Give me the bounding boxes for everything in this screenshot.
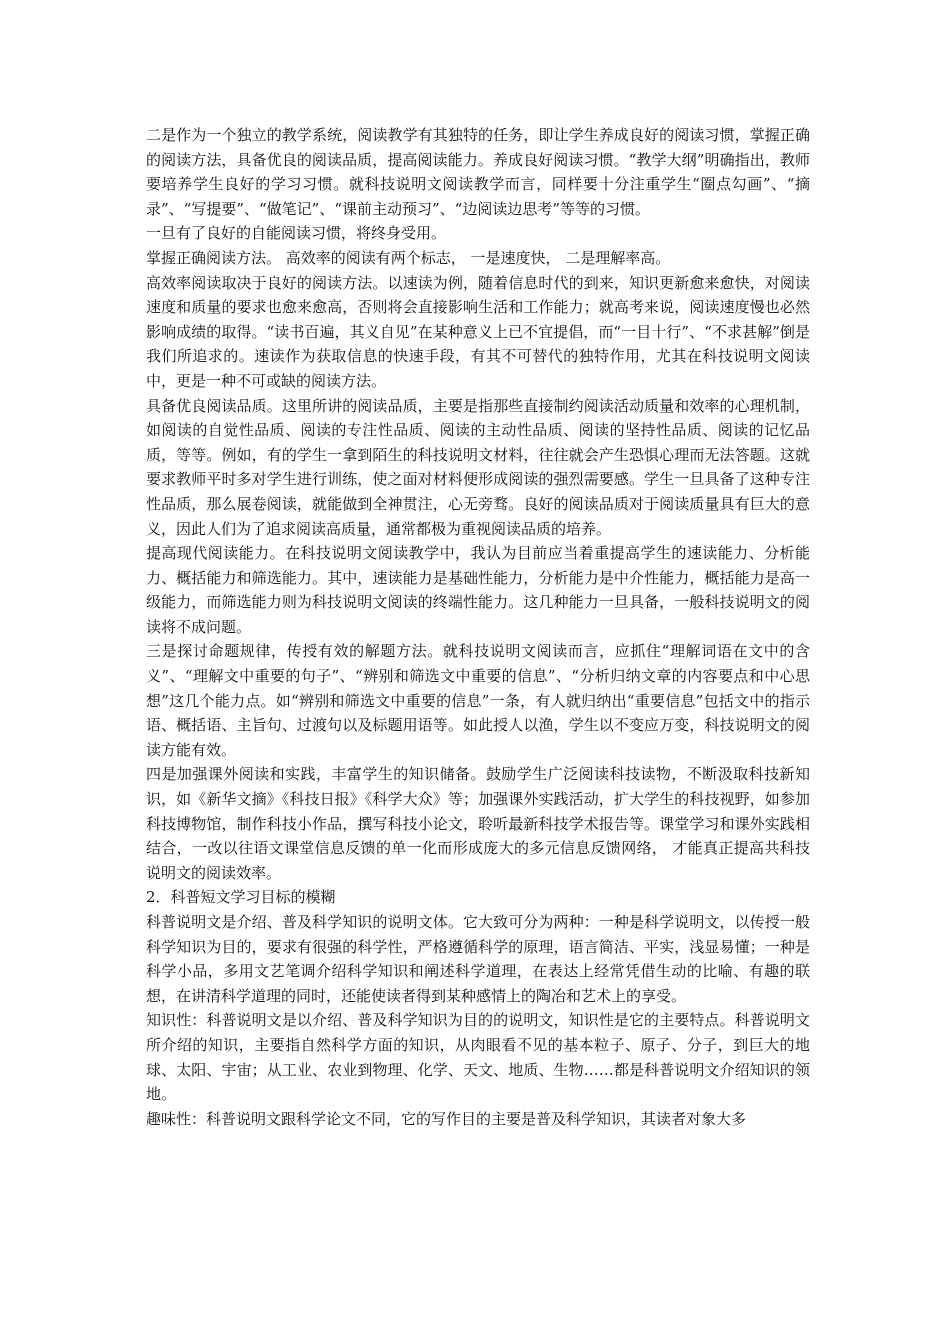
document-page <box>146 123 810 1131</box>
paragraph-reading-habits: 二是作为一个独立的教学系统，阅读教学有其独特的任务，即让学生养成良好的阅读习惯，掌握正确的阅读方法，具备优良的阅读品质，提高阅读能力。养成良好阅读习惯。“教学大纲”明确指出，教师要培养学生良好的学习习惯。就科技说明文阅读教学而言，同样要十分注重学生“圈点勾画”、“摘录”、“写提要”、“做笔记”、“课前主动预习”、“边阅读边思考”等等的习惯。 <box>146 126 810 218</box>
paragraph-exam-patterns: 三是探讨命题规律，传授有效的解题方法。就科技说明文阅读而言，应抓住“理解词语在文中的含义”、“理解文中重要的句子”、“辨别和筛选文中重要的信息”、“分析归纳文章的内容要点和中心思想”这几个能力点。如“辨别和筛选文中重要的信息”一条，有人就归纳出“重要信息”包括文中的指示语、概括语、主旨句、过渡句以及标题用语等。如此授人以渔，学生以不变应万变，科技说明文的阅读方能有效。 <box>146 642 810 759</box>
paragraph-extracurricular: 四是加强课外阅读和实践，丰富学生的知识储备。鼓励学生广泛阅读科技读物，不断汲取科技新知识，如《新华文摘》《科技日报》《科学大众》等；加强课外实践活动，扩大学生的科技视野，如参加科技博物馆，制作科技小作品，撰写科技小论文，聆听最新科技学术报告等。课堂学习和课外实践相结合，一改以往语文课堂信息反馈的单一化而形成庞大的多元信息反馈网络， 才能真正提高共科技说明文的阅读效率。 <box>146 765 810 882</box>
paragraph-speed-reading: 高效率阅读取决于良好的阅读方法。以速读为例，随着信息时代的到来，知识更新愈来愈快，对阅读速度和质量的要求也愈来愈高，否则将会直接影响生活和工作能力；就高考来说，阅读速度慢也必然影响成绩的取得。“读书百遍，其义自见”在某种意义上已不宜提倡，而“一目十行”、“不求甚解”倒是我们所追求的。速读作为获取信息的快速手段，有其不可替代的独特作用，尤其在科技说明文阅读中，更是一种不可或缺的阅读方法。 <box>146 273 810 390</box>
paragraph-lifelong-benefit: 一旦有了良好的自能阅读习惯，将终身受用。 <box>146 224 447 243</box>
paragraph-reading-method: 掌握正确阅读方法。 高效率的阅读有两个标志， 一是速度快， 二是理解率高。 <box>146 248 671 267</box>
paragraph-interest: 趣味性：科普说明文跟科学论文不同，它的写作目的主要是普及科学知识，其读者对象大多 <box>146 1109 747 1128</box>
paragraph-knowledge: 知识性：科普说明文是以介绍、普及科学知识为目的的说明文，知识性是它的主要特点。科普说明文所介绍的知识，主要指自然科学方面的知识，从肉眼看不见的基本粒子、原子、分子，到巨大的地球、太阳、宇宙；从工业、农业到物理、化学、天文、地质、生物……都是科普说明文介绍知识的领地。 <box>146 1011 810 1104</box>
paragraph-reading-ability: 提高现代阅读能力。在科技说明文阅读教学中，我认为目前应当着重提高学生的速读能力、分析能力、概括能力和筛选能力。其中，速读能力是基础性能力，分析能力是中介性能力，概括能力是高一级能力，而筛选能力则为科技说明文阅读的终端性能力。这几种能力一旦具备，一般科技说明文的阅读将不成问题。 <box>146 544 810 636</box>
paragraph-popular-science-definition: 科普说明文是介绍、普及科学知识的说明文体。它大致可分为两种：一种是科学说明文，以传授一般科学知识为目的，要求有很强的科学性，严格遵循科学的原理，语言简洁、平实，浅显易懂；一种是科学小品，多用文艺笔调介绍科学知识和阐述科学道理，在表达上经常凭借生动的比喻、有趣的联想，在讲清科学道理的同时，还能使读者得到某种感情上的陶冶和艺术上的享受。 <box>146 913 810 1005</box>
paragraph-reading-quality: 具备优良阅读品质。这里所讲的阅读品质，主要是指那些直接制约阅读活动质量和效率的心理机制，如阅读的自觉性品质、阅读的专注性品质、阅读的主动性品质、阅读的坚持性品质、阅读的记忆品质，等等。例如，有的学生一拿到陌生的科技说明文材料，往往就会产生恐惧心理而无法答题。这就要求教师平时多对学生进行训练，使之面对材料便形成阅读的强烈需要感。学生一旦具备了这种专注性品质，那么展卷阅读，就能做到全神贯注，心无旁骛。良好的阅读品质对于阅读质量具有巨大的意义，因此人们为了追求阅读高质量，通常都极为重视阅读品质的培养。 <box>146 396 810 538</box>
section-heading: 2．科普短文学习目标的模糊 <box>146 888 336 907</box>
